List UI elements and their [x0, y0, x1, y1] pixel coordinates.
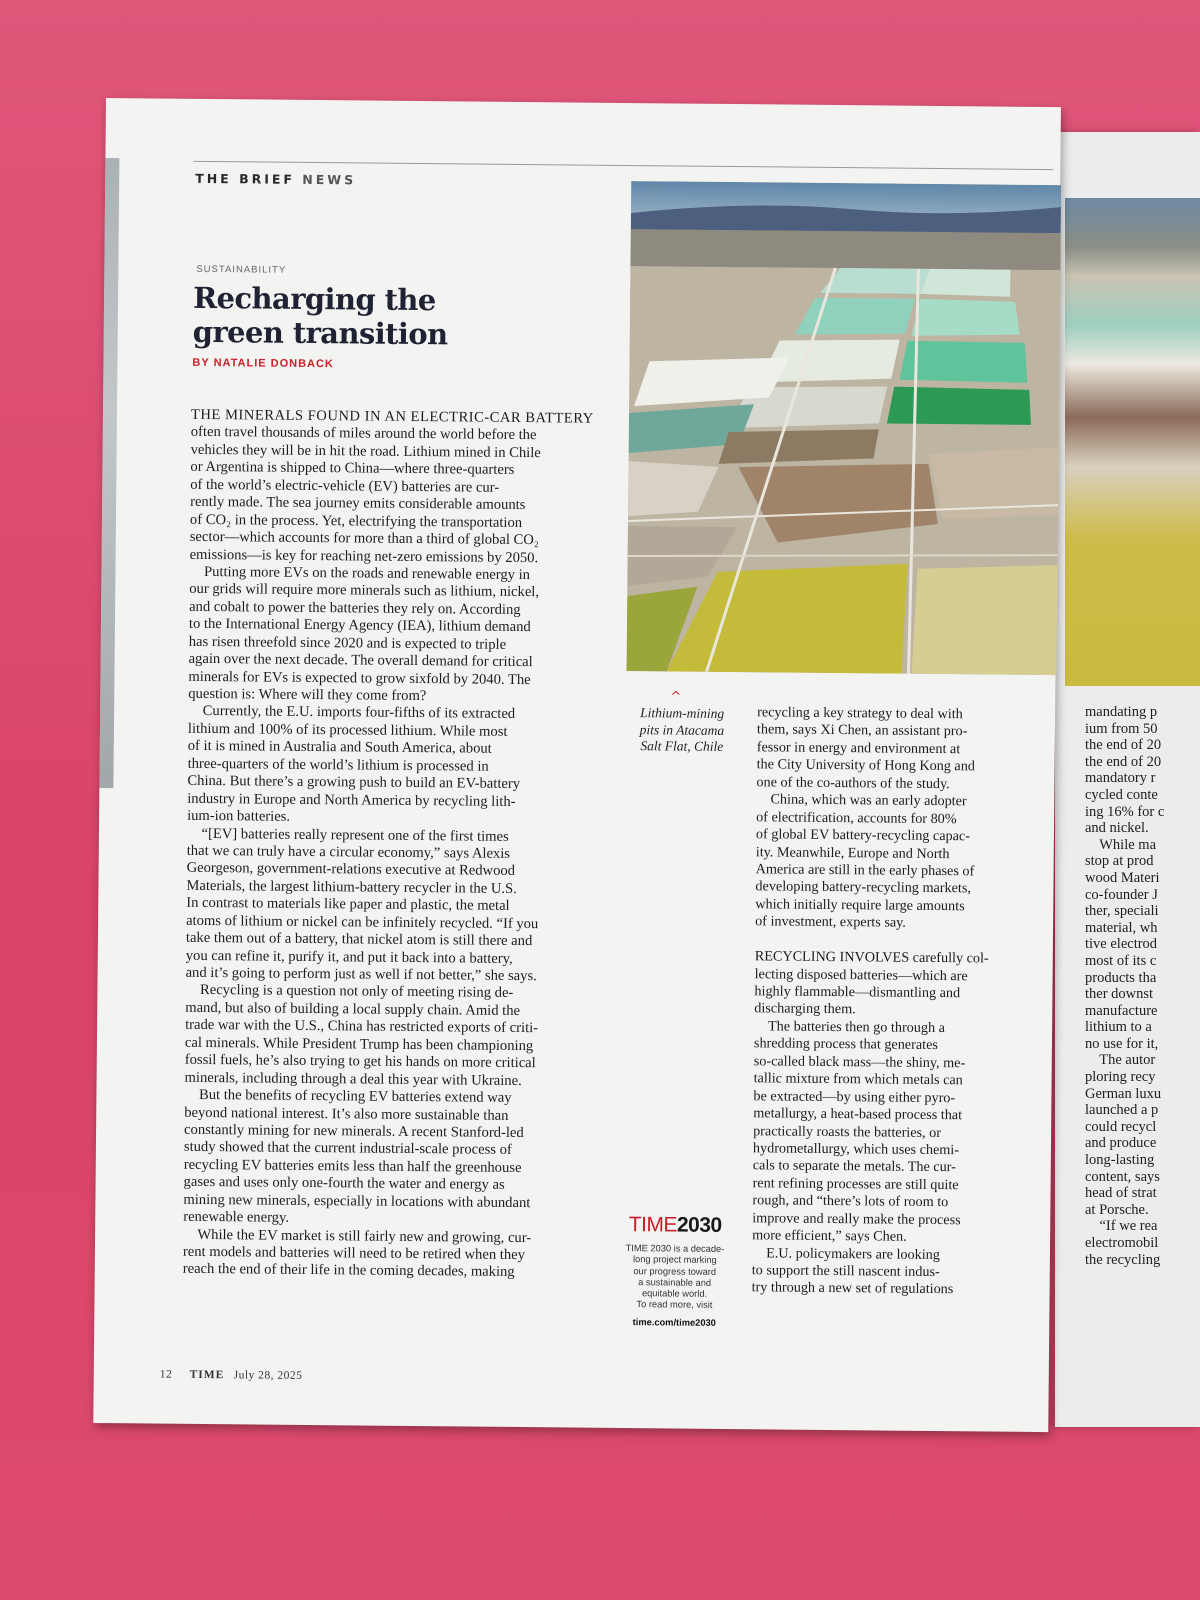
page-number: 12	[159, 1368, 173, 1381]
next-page-line: the recycling	[1085, 1251, 1161, 1268]
body-line: study showed that the current industrial-scale process of	[183, 1139, 512, 1159]
body-line: RECYCLING INVOLVES carefully col-	[754, 948, 989, 967]
body-line: one of the co-authors of the study.	[756, 774, 950, 792]
body-line: beyond national interest. It’s also more sustainable than	[184, 1104, 509, 1124]
body-line: rently made. The sea journey emits considerable amounts	[190, 494, 526, 514]
body-line: of global EV battery-recycling capac-	[755, 826, 971, 845]
next-page-line: wood Materi	[1085, 869, 1160, 886]
body-line: Recycling is a question not only of meeting rising de-	[185, 982, 514, 1002]
next-page-line: the end of 20	[1085, 753, 1162, 770]
body-line: emissions—is key for reaching net-zero emissions by 2050.	[189, 546, 539, 566]
body-line: rent refining processes are still quite	[752, 1175, 959, 1194]
body-line: mand, but also of building a local supply chain. Amid the	[185, 999, 521, 1019]
body-line: developing battery-recycling markets,	[755, 878, 972, 897]
body-line: trade war with the U.S., China has restricted exports of criti-	[185, 1017, 539, 1037]
body-line: cals to separate the metals. The cur-	[752, 1157, 956, 1176]
next-page-line: could recycl	[1085, 1118, 1157, 1135]
promo-blurb-line: equitable world.	[641, 1288, 708, 1300]
next-page-line: lithium to a	[1085, 1019, 1156, 1036]
next-page-line: While ma	[1085, 836, 1157, 853]
body-line: take them out of a battery, that nickel atom is still there and	[185, 929, 533, 950]
article-body-right-column	[752, 704, 1023, 1299]
headline-line-1: Recharging the	[192, 280, 436, 318]
body-line: again over the next decade. The overall demand for critical	[188, 650, 533, 671]
body-line: China, which was an early adopter	[756, 791, 967, 810]
next-page-line: electromobil	[1085, 1235, 1159, 1251]
next-page-line: ium from 50	[1085, 720, 1158, 737]
body-line: more efficient,” says Chen.	[752, 1227, 907, 1245]
body-line: so-called black mass—the shiny, me-	[753, 1053, 966, 1072]
next-page-line: ther, speciali	[1085, 903, 1159, 920]
body-line: our grids will require more minerals such as lithium, nickel,	[189, 581, 540, 601]
body-line: gases and uses only one-fourth the water and energy as	[183, 1174, 505, 1194]
body-line: vehicles they will be in hit the road. Lithium mined in Chile	[190, 441, 541, 462]
body-line: question is: Where will they come from?	[188, 685, 427, 705]
promo-blurb-line: our progress toward	[633, 1265, 717, 1277]
body-line: which initially require large amounts	[755, 896, 965, 915]
next-page-line: mandatory r	[1085, 770, 1156, 787]
magazine-page	[93, 98, 1061, 1432]
caption-line-3: Salt Flat, Chile	[640, 738, 724, 754]
body-line: of CO₂ in the process. Yet, electrifying the transportation	[189, 511, 523, 531]
next-page-line: and nickel.	[1085, 820, 1149, 837]
body-line: ity. Meanwhile, Europe and North	[755, 843, 950, 862]
body-line: reach the end of their life in the coming decades, making	[182, 1261, 515, 1281]
body-line: often travel thousands of miles around the world before the	[190, 424, 537, 444]
promo-blurb-line: a sustainable and	[638, 1277, 712, 1288]
body-line: and it’s going to perform just as well if not better,” she says.	[185, 964, 537, 985]
body-line: rent models and batteries will need to be retired when they	[182, 1243, 526, 1264]
folio-date: July 28, 2025	[233, 1369, 303, 1382]
body-line: fossil fuels, he’s also trying to get his hands on more critical	[184, 1051, 536, 1072]
time2030-url[interactable]: time.com/time2030	[632, 1316, 716, 1328]
body-line: discharging them.	[754, 1000, 856, 1018]
promo-blurb-line: TIME 2030 is a decade-	[625, 1243, 725, 1254]
body-line: improve and really make the process	[752, 1209, 961, 1228]
next-page-photo	[1065, 198, 1200, 686]
next-page-line: launched a p	[1085, 1102, 1159, 1119]
body-line: that we can truly have a circular economy,” says Alexis	[186, 842, 511, 862]
next-page-line: ther downst	[1085, 986, 1154, 1003]
next-page-line: co-founder J	[1085, 886, 1158, 903]
next-page-line: the end of 20	[1085, 737, 1162, 754]
body-line: rough, and “there’s lots of room to	[752, 1192, 949, 1211]
next-page-line: at Porsche.	[1085, 1201, 1149, 1218]
body-line: Georgeson, government-relations executive at Redwood	[186, 860, 516, 880]
folio-magazine: TIME	[189, 1368, 225, 1382]
body-line: industry in Europe and North America by recycling lith-	[187, 790, 516, 810]
body-line: mining new minerals, especially in locations with abundant	[183, 1191, 531, 1211]
body-line: Putting more EVs on the roads and renewable energy in	[189, 563, 531, 584]
next-page-line: most of its c	[1085, 952, 1157, 969]
photo-caption	[627, 705, 737, 756]
body-line: “[EV] batteries really represent one of the first times	[186, 825, 509, 845]
next-page-line: ing 16% for c	[1085, 803, 1165, 820]
body-line: hydrometallurgy, which uses chemi-	[752, 1140, 960, 1159]
next-page-line: cycled conte	[1085, 786, 1158, 803]
next-page-line: The autor	[1085, 1052, 1156, 1069]
next-page-line: and produce	[1085, 1135, 1157, 1152]
body-line: metallurgy, a heat-based process that	[753, 1105, 963, 1124]
promo-blurb-line: To read more, visit	[636, 1299, 713, 1311]
next-page-line: manufacture	[1085, 1002, 1158, 1019]
body-line: to support the still nascent indus-	[751, 1262, 940, 1281]
lithium-mining-photo	[627, 181, 1062, 675]
body-line: lithium and 100% of its processed lithium. While most	[187, 720, 508, 740]
body-line: to the International Energy Agency (IEA), lithium demand	[188, 616, 531, 636]
body-line: minerals, including through a deal this year with Ukraine.	[184, 1069, 522, 1089]
body-line: minerals for EVs is expected to grow sixfold by 2040. The	[188, 668, 531, 688]
body-line: shredding process that generates	[753, 1035, 939, 1054]
body-line: cal minerals. While President Trump has been championing	[184, 1034, 534, 1054]
page-folio	[160, 1369, 303, 1382]
body-line: fessor in energy and environment at	[756, 739, 961, 758]
body-line: lecting disposed batteries—which are	[754, 965, 968, 984]
body-line: THE MINERALS FOUND IN AN ELECTRIC-CAR BATTERY	[190, 406, 594, 427]
next-page-line: tive electrod	[1085, 936, 1158, 953]
body-line: China. But there’s a growing push to build an EV-battery	[187, 773, 521, 793]
body-line: practically roasts the batteries, or	[753, 1122, 942, 1141]
time2030-promo	[614, 1213, 735, 1329]
next-page-line: mandating p	[1085, 704, 1158, 720]
body-line: While the EV market is still fairly new and growing, cur-	[183, 1226, 532, 1246]
body-line: and cobalt to power the batteries they rely on. According	[189, 598, 521, 618]
next-page-line: “If we rea	[1085, 1218, 1158, 1235]
caption-caret-icon: ^	[670, 689, 682, 705]
next-page-line: material, wh	[1085, 919, 1158, 936]
body-line: of investment, experts say.	[755, 913, 906, 931]
header-rule	[193, 161, 1053, 170]
body-line: ium-ion batteries.	[187, 807, 291, 825]
next-page-line: products tha	[1085, 969, 1157, 986]
body-line: try through a new set of regulations	[751, 1279, 954, 1298]
time2030-brand: TIME	[628, 1213, 678, 1237]
body-line: sector—which accounts for more than a third of global CO₂	[189, 528, 540, 549]
body-line: America are still in the early phases of	[755, 861, 975, 880]
next-page-line: stop at prod	[1085, 853, 1154, 870]
article-headline	[193, 281, 514, 352]
section-name: THE BRIEF	[195, 170, 296, 187]
body-line: Materials, the largest lithium-battery recycler in the U.S.	[186, 877, 517, 897]
body-line: has risen threefold since 2020 and is expected to triple	[188, 633, 507, 653]
body-line: of electrification, accounts for 80%	[756, 808, 957, 827]
body-line: of it is mined in Australia and South America, about	[187, 738, 492, 758]
body-line: In contrast to materials like paper and plastic, the metal	[186, 895, 510, 915]
headline-line-2: green transition	[192, 314, 448, 352]
body-line: you can refine it, purify it, and put it back into a battery,	[185, 947, 513, 967]
article-category: SUSTAINABILITY	[196, 263, 287, 276]
body-line: the City University of Hong Kong and	[756, 756, 976, 775]
next-page-line: ploring recy	[1085, 1069, 1156, 1086]
body-line: But the benefits of recycling EV batteries extend way	[184, 1086, 512, 1107]
next-page-text	[1085, 704, 1200, 1268]
body-line: tallic mixture from which metals can	[753, 1070, 963, 1089]
body-line: atoms of lithium or nickel can be infinitely recycled. “If you	[186, 912, 539, 932]
time2030-logo	[615, 1213, 735, 1238]
next-page-line: long-lasting	[1085, 1152, 1155, 1169]
body-line: or Argentina is shipped to China—where three-quarters	[190, 459, 515, 479]
promo-blurb-line: long project marking	[632, 1254, 717, 1266]
body-line: renewable energy.	[183, 1208, 290, 1226]
subsection-name: NEWS	[302, 171, 357, 188]
time2030-blurb	[614, 1243, 735, 1312]
body-line: Currently, the E.U. imports four-fifths of its extracted	[188, 703, 516, 723]
time2030-year: 2030	[676, 1213, 722, 1237]
body-line: E.U. policymakers are looking	[751, 1244, 940, 1263]
article-body-main-column	[183, 407, 611, 1283]
body-line: recycling a key strategy to deal with	[757, 704, 963, 723]
next-page-line: head of strat	[1085, 1185, 1157, 1202]
next-page	[1055, 132, 1200, 1427]
body-line: of the world’s electric-vehicle (EV) batteries are cur-	[190, 476, 500, 496]
body-line: recycling EV batteries emits less than half the greenhouse	[183, 1156, 522, 1176]
next-page-line: German luxu	[1085, 1085, 1162, 1102]
next-page-line: no use for it,	[1085, 1035, 1159, 1052]
next-page-line: content, says	[1085, 1168, 1160, 1185]
caption-line-1: Lithium-mining	[640, 705, 725, 721]
section-label	[195, 171, 356, 188]
caption-line-2: pits in Atacama	[639, 721, 725, 738]
body-line: highly flammable—dismantling and	[754, 983, 961, 1002]
body-line: be extracted—by using either pyro-	[753, 1087, 956, 1106]
article-byline: BY NATALIE DONBACK	[192, 356, 334, 371]
body-line: them, says Xi Chen, an assistant pro-	[756, 721, 968, 740]
body-line: constantly mining for new minerals. A recent Stanford-led	[184, 1121, 524, 1141]
body-line: three-quarters of the world’s lithium is processed in	[187, 755, 489, 775]
body-line: The batteries then go through a	[754, 1018, 946, 1036]
